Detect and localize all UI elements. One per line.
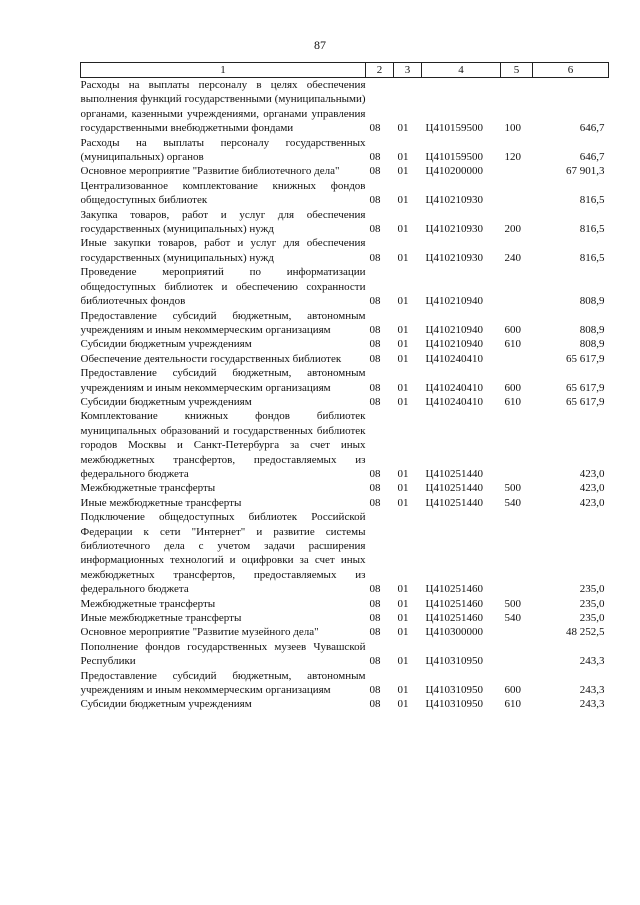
section-code: 08 [369, 597, 381, 610]
amount: 235,0 [579, 583, 605, 596]
target-article-code: Ц410240410 [425, 381, 483, 394]
amount: 235,0 [579, 612, 605, 625]
target-article-code: Ц410310950 [425, 698, 483, 711]
section-code: 08 [369, 467, 381, 480]
section-code: 08 [369, 295, 381, 308]
target-article-code: Ц410251440 [425, 496, 483, 509]
amount: 423,0 [579, 482, 605, 495]
subsection-code: 01 [397, 467, 409, 480]
amount: 816,5 [579, 223, 605, 236]
amount: 67 901,3 [566, 165, 605, 178]
row-description: Иные межбюджетные трансферты [80, 612, 242, 625]
subsection-code: 01 [397, 698, 409, 711]
row-description: Пополнение фондов государственных музеев Чувашской Республики [80, 640, 366, 668]
amount: 808,9 [579, 323, 605, 336]
subsection-code: 01 [397, 151, 409, 164]
expense-type-code [501, 409, 533, 481]
table-row [81, 337, 609, 351]
target-article-code: Ц410251440 [425, 467, 483, 480]
column-header: 1 [81, 63, 366, 78]
target-article-code: Ц410210940 [425, 338, 483, 351]
expense-type-code: 100 [504, 122, 521, 135]
row-description: Предоставление субсидий бюджетным, автономным учреждениям и иным некоммерческим организациям [80, 367, 366, 394]
row-description: Межбюджетные трансферты [80, 482, 216, 495]
target-article-code: Ц410300000 [425, 626, 483, 639]
subsection-code: 01 [397, 395, 409, 408]
target-article-code: Ц410240410 [425, 395, 483, 408]
amount: 243,3 [579, 655, 605, 668]
subsection-code: 01 [397, 496, 409, 509]
expense-type-code: 600 [504, 684, 521, 697]
target-article-code: Ц410251440 [425, 482, 483, 495]
subsection-code: 01 [397, 482, 409, 495]
amount: 646,7 [579, 151, 605, 164]
row-description: Субсидии бюджетным учреждениям [80, 338, 252, 351]
table-row [81, 496, 609, 510]
table-row [81, 395, 609, 409]
row-description: Основное мероприятие "Развитие библиотечного дела" [80, 165, 340, 178]
table-row [81, 208, 609, 237]
subsection-code: 01 [397, 251, 409, 264]
row-description: Субсидии бюджетным учреждениям [80, 698, 252, 711]
expense-type-code [501, 510, 533, 596]
amount: 65 617,9 [566, 395, 605, 408]
section-code: 08 [369, 165, 381, 178]
subsection-code: 01 [397, 684, 409, 697]
table-row [81, 265, 609, 308]
row-description: Централизованное комплектование книжных фондов общедоступных библиотек [80, 179, 366, 207]
subsection-code: 01 [397, 295, 409, 308]
target-article-code: Ц410210930 [425, 194, 483, 207]
section-code: 08 [369, 655, 381, 668]
expense-type-code [501, 265, 533, 308]
table-row [81, 481, 609, 495]
table-row [81, 669, 609, 698]
column-header: 4 [422, 63, 501, 78]
section-code: 08 [369, 251, 381, 264]
row-description: Предоставление субсидий бюджетным, автономным учреждениям и иным некоммерческим организациям [80, 669, 366, 697]
amount: 808,9 [579, 338, 605, 351]
subsection-code: 01 [397, 165, 409, 178]
expense-type-code: 120 [504, 151, 521, 164]
subsection-code: 01 [397, 597, 409, 610]
table-row [81, 611, 609, 625]
row-description: Обеспечение деятельности государственных библиотек [80, 352, 342, 365]
target-article-code: Ц410210930 [425, 223, 483, 236]
expense-type-code [501, 625, 533, 639]
subsection-code: 01 [397, 352, 409, 365]
section-code: 08 [369, 612, 381, 625]
subsection-code: 01 [397, 583, 409, 596]
target-article-code: Ц410159500 [425, 122, 483, 135]
section-code: 08 [369, 482, 381, 495]
expense-type-code [501, 164, 533, 178]
target-article-code: Ц410210930 [425, 251, 483, 264]
subsection-code: 01 [397, 655, 409, 668]
target-article-code: Ц410210940 [425, 295, 483, 308]
page-number: 87 [314, 38, 326, 52]
expense-type-code: 240 [504, 251, 521, 264]
table-row [81, 640, 609, 669]
expense-type-code [501, 640, 533, 669]
section-code: 08 [369, 151, 381, 164]
table-row [81, 78, 609, 136]
row-description: Иные межбюджетные трансферты [80, 496, 242, 509]
amount: 65 617,9 [566, 381, 605, 394]
target-article-code: Ц410251460 [425, 583, 483, 596]
subsection-code: 01 [397, 194, 409, 207]
target-article-code: Ц410210940 [425, 323, 483, 336]
budget-table [80, 62, 609, 712]
row-description: Межбюджетные трансферты [80, 597, 216, 610]
amount: 65 617,9 [566, 352, 605, 365]
subsection-code: 01 [397, 338, 409, 351]
column-header: 3 [394, 63, 422, 78]
section-code: 08 [369, 323, 381, 336]
row-description: Расходы на выплаты персоналу в целях обеспечения выполнения функций государственными (муниципальными) органами, казенными учреждениями, органами управления государственными внебюджетными фондами [80, 79, 366, 135]
section-code: 08 [369, 626, 381, 639]
subsection-code: 01 [397, 223, 409, 236]
amount: 808,9 [579, 295, 605, 308]
subsection-code: 01 [397, 122, 409, 135]
target-article-code: Ц410251460 [425, 612, 483, 625]
section-code: 08 [369, 122, 381, 135]
section-code: 08 [369, 194, 381, 207]
table-row [81, 309, 609, 338]
column-header: 5 [501, 63, 533, 78]
row-description: Комплектование книжных фондов библиотек муниципальных образований и государственных библиотек городов Москвы и Санкт-Петербурга за счет иных межбюджетных трансфертов, предоставляемых из федерального бюджета [80, 410, 366, 480]
section-code: 08 [369, 583, 381, 596]
table-row [81, 164, 609, 178]
table-row [81, 352, 609, 366]
header-row [81, 63, 609, 78]
row-description: Расходы на выплаты персоналу государственных (муниципальных) органов [80, 136, 366, 164]
target-article-code: Ц410251460 [425, 597, 483, 610]
amount: 48 252,5 [566, 626, 605, 639]
expense-type-code [501, 179, 533, 208]
amount: 235,0 [579, 597, 605, 610]
expense-type-code: 500 [504, 597, 521, 610]
expense-type-code: 600 [504, 381, 521, 394]
table-row [81, 236, 609, 265]
expense-type-code: 540 [504, 496, 521, 509]
section-code: 08 [369, 684, 381, 697]
amount: 423,0 [579, 496, 605, 509]
table-body [81, 78, 609, 712]
table-row [81, 136, 609, 165]
row-description: Основное мероприятие "Развитие музейного дела" [80, 626, 319, 639]
row-description: Иные закупки товаров, работ и услуг для обеспечения государственных (муниципальных) нужд [80, 237, 366, 264]
amount: 423,0 [579, 467, 605, 480]
section-code: 08 [369, 698, 381, 711]
expense-type-code: 600 [504, 323, 521, 336]
section-code: 08 [369, 338, 381, 351]
expense-type-code: 610 [504, 698, 521, 711]
table-row [81, 625, 609, 639]
row-description: Подключение общедоступных библиотек Российской Федерации к сети "Интернет" и развитие системы библиотечного дела с учетом задачи расширения информационных технологий и оцифровки за счет иных межбюджетных трансфертов, предоставляемых из федерального бюджета [80, 511, 366, 596]
row-description: Проведение мероприятий по информатизации общедоступных библиотек и обеспечению сохранности библиотечных фондов [80, 266, 366, 308]
table-row [81, 366, 609, 395]
column-header: 2 [366, 63, 394, 78]
expense-type-code: 200 [504, 223, 521, 236]
amount: 646,7 [579, 122, 605, 135]
section-code: 08 [369, 496, 381, 509]
table-row [81, 597, 609, 611]
target-article-code: Ц410200000 [425, 165, 483, 178]
expense-type-code: 500 [504, 482, 521, 495]
table-row [81, 409, 609, 481]
table-row [81, 697, 609, 711]
table-row [81, 510, 609, 596]
amount: 243,3 [579, 698, 605, 711]
row-description: Предоставление субсидий бюджетным, автономным учреждениям и иным некоммерческим организациям [80, 309, 366, 336]
table-row [81, 179, 609, 208]
subsection-code: 01 [397, 626, 409, 639]
expense-type-code: 610 [504, 338, 521, 351]
target-article-code: Ц410240410 [425, 352, 483, 365]
column-header: 6 [533, 63, 609, 78]
subsection-code: 01 [397, 323, 409, 336]
target-article-code: Ц410310950 [425, 655, 483, 668]
section-code: 08 [369, 352, 381, 365]
expense-type-code [501, 352, 533, 366]
target-article-code: Ц410310950 [425, 684, 483, 697]
amount: 816,5 [579, 251, 605, 264]
subsection-code: 01 [397, 612, 409, 625]
row-description: Субсидии бюджетным учреждениям [80, 395, 252, 408]
expense-type-code: 540 [504, 612, 521, 625]
section-code: 08 [369, 395, 381, 408]
section-code: 08 [369, 223, 381, 236]
expense-type-code: 610 [504, 395, 521, 408]
target-article-code: Ц410159500 [425, 151, 483, 164]
row-description: Закупка товаров, работ и услуг для обеспечения государственных (муниципальных) нужд [80, 208, 366, 236]
amount: 243,3 [579, 684, 605, 697]
section-code: 08 [369, 381, 381, 394]
amount: 816,5 [579, 194, 605, 207]
subsection-code: 01 [397, 381, 409, 394]
